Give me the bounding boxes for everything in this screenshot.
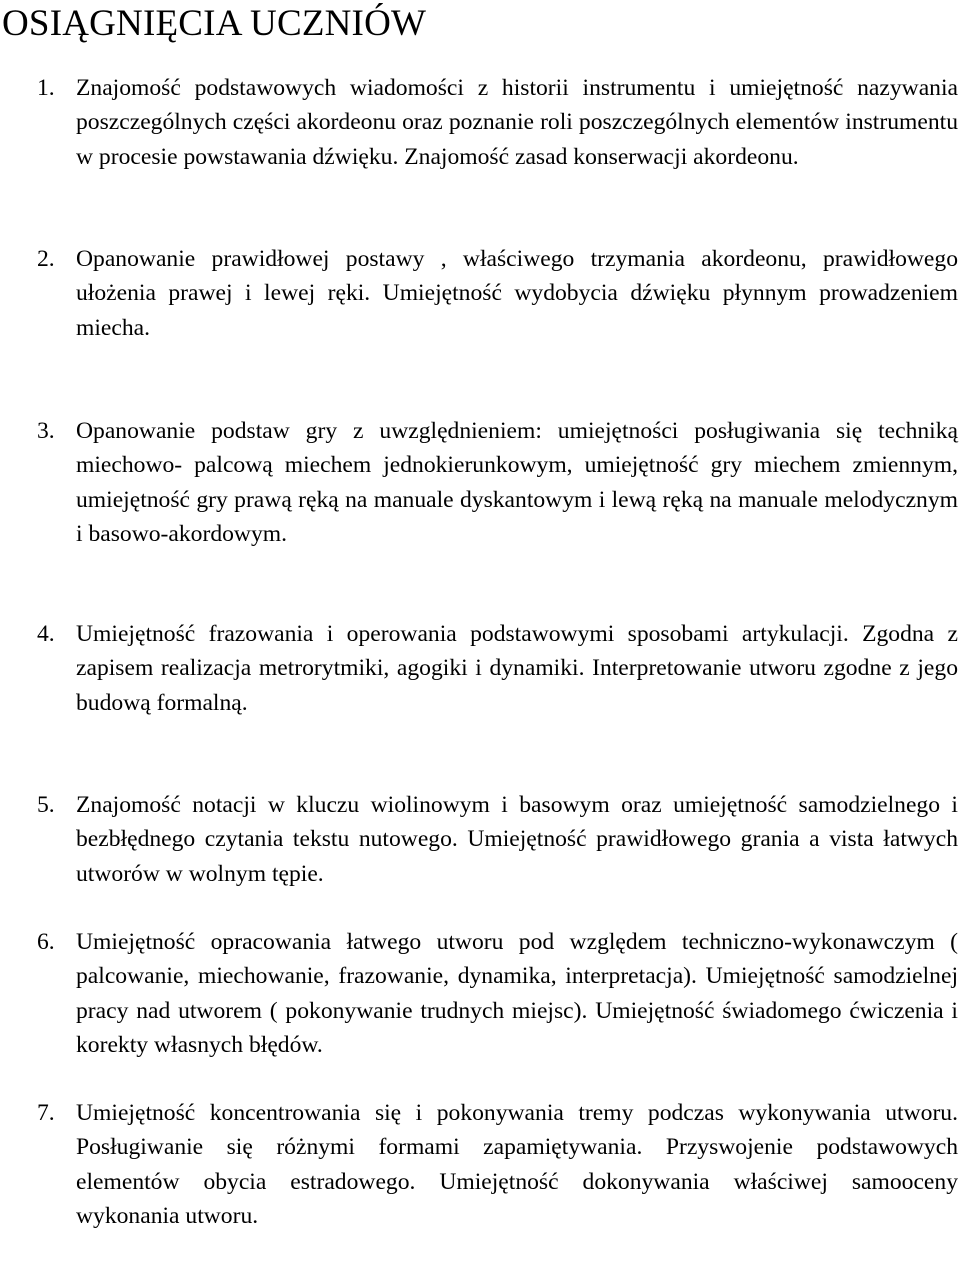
list-item-number: 5. <box>37 792 55 818</box>
list-item-number: 1. <box>37 75 55 101</box>
list-item-text: Opanowanie podstaw gry z uwzględnieniem: umiejętności posługiwania się techniką miechowo- palcową miechem jednokierunkowym, umiejętność gry miechem zmiennym, umiejętność gry prawą ręką na manuale dyskantowym i lewą ręką na manuale melodycznym i basowo-akordowym. <box>76 418 958 547</box>
list-item-5 <box>0 788 960 891</box>
list-item-text: Umiejętność opracowania łatwego utworu pod względem techniczno-wykonawczym ( palcowanie, miechowanie, frazowanie, dynamika, interpretacja). Umiejętność samodzielnej pracy nad utworem ( pokonywanie trudnych miejsc). Umiejętność świadomego ćwiczenia i korekty własnych błędów. <box>76 929 958 1058</box>
list-item-number: 2. <box>37 246 55 272</box>
list-item-text: Opanowanie prawidłowej postawy , właściwego trzymania akordeonu, prawidłowego ułożenia prawej i lewej ręki. Umiejętność wydobycia dźwięku płynnym prowadzeniem miecha. <box>76 246 958 341</box>
list-item-1 <box>0 71 960 174</box>
list-item-number: 4. <box>37 621 55 647</box>
list-item-number: 3. <box>37 418 55 444</box>
list-item-4 <box>0 617 960 720</box>
list-item-number: 7. <box>37 1100 55 1126</box>
list-item-text: Znajomość notacji w kluczu wiolinowym i basowym oraz umiejętność samodzielnego i bezbłędnego czytania tekstu nutowego. Umiejętność prawidłowego grania a vista łatwych utworów w wolnym tępie. <box>76 792 958 887</box>
list-item-6 <box>0 925 960 1062</box>
list-item-number: 6. <box>37 929 55 955</box>
list-item-7 <box>0 1096 960 1233</box>
page-title: OSIĄGNIĘCIA UCZNIÓW <box>2 3 427 44</box>
list-item-text: Znajomość podstawowych wiadomości z historii instrumentu i umiejętność nazywania poszczególnych części akordeonu oraz poznanie roli poszczególnych elementów instrumentu w procesie powstawania dźwięku. Znajomość zasad konserwacji akordeonu. <box>76 75 958 170</box>
list-item-text: Umiejętność frazowania i operowania podstawowymi sposobami artykulacji. Zgodna z zapisem realizacja metrorytmiki, agogiki i dynamiki. Interpretowanie utworu zgodne z jego budową formalną. <box>76 621 958 716</box>
list-item-text: Umiejętność koncentrowania się i pokonywania tremy podczas wykonywania utworu. Posługiwanie się różnymi formami zapamiętywania. Przyswojenie podstawowych elementów obycia estradowego. Umiejętność dokonywania właściwej samooceny wykonania utworu. <box>76 1100 958 1229</box>
list-item-3 <box>0 414 960 551</box>
list-item-2 <box>0 242 960 345</box>
